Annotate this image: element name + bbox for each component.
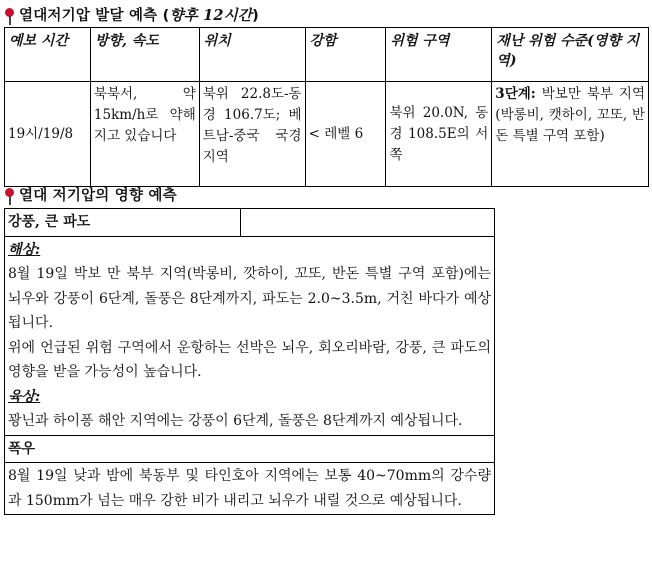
cell-disaster-level <box>492 82 649 187</box>
sea-text-1: 8월 19일 박보 만 북부 지역(박롱비, 깟하이, 꼬또, 반돈 특별 구역 포함)에는 뇌우와 강풍이 6단계, 돌풍은 8단계까지, 파도는 2.0~3.5m, 거친 바다가 예상됩니다. <box>8 266 491 331</box>
header-position: 위치 <box>199 28 305 82</box>
pushpin-icon <box>4 7 15 25</box>
cell-position: 북위 22.8도-동경 106.7도; 베트남-중국 국경 지역 <box>199 82 305 187</box>
impact-table <box>4 208 495 515</box>
header-forecast-time: 예보 시간 <box>5 28 91 82</box>
disaster-level-text: 박보만 북부 지역(박롱비, 캣하이, 꼬또, 반돈 특별 구역 포함) <box>495 86 645 144</box>
sea-text-2: 위에 언급된 위험 구역에서 운항하는 선박은 뇌우, 회오리바람, 강풍, 큰 파도의 영향을 받을 가능성이 높습니다. <box>8 339 491 380</box>
land-text: 꽝닌과 하이퐁 해안 지역에는 강풍이 6단계, 돌풍은 8단계까지 예상됩니다. <box>8 413 463 429</box>
forecast-table <box>4 27 649 187</box>
wind-waves-body <box>5 236 495 435</box>
wind-waves-header: 강풍, 큰 파도 <box>5 209 241 237</box>
header-direction-speed: 방향, 속도 <box>90 28 199 82</box>
forecast-header-row <box>5 28 649 82</box>
cell-forecast-time: 19시/19/8 <box>5 82 91 187</box>
sea-label: 해상: <box>8 241 41 258</box>
cell-risk-zone: 북위 20.0N, 동경 108.5E의 서쪽 <box>386 82 492 187</box>
heavy-rain-body: 8월 19일 낮과 밤에 북동부 및 타인호아 지역에는 보통 40~70mm의 강수량과 150mm가 넘는 매우 강한 비가 내리고 뇌우가 내릴 것으로 예상됩니다. <box>5 463 495 515</box>
disaster-level-label: 3단계: <box>495 86 536 102</box>
land-label: 육상: <box>8 388 41 405</box>
empty-cell <box>240 209 494 237</box>
header-strength: 강함 <box>305 28 386 82</box>
pushpin-icon <box>4 187 15 205</box>
heavy-rain-header: 폭우 <box>5 435 495 463</box>
cell-strength: < 레벨 6 <box>305 82 386 187</box>
cell-direction-speed: 북북서, 약 15km/h로 약해지고 있습니다 <box>90 82 199 187</box>
impact-section-title: 열대 저기압의 영향 예측 <box>4 184 177 205</box>
forecast-data-row <box>5 82 649 187</box>
forecast-section-title: 열대저기압 발달 예측 (향후 12시간) <box>4 4 259 25</box>
header-risk-zone: 위험 구역 <box>386 28 492 82</box>
header-disaster-level: 재난 위험 수준(영향 지역) <box>492 28 649 82</box>
